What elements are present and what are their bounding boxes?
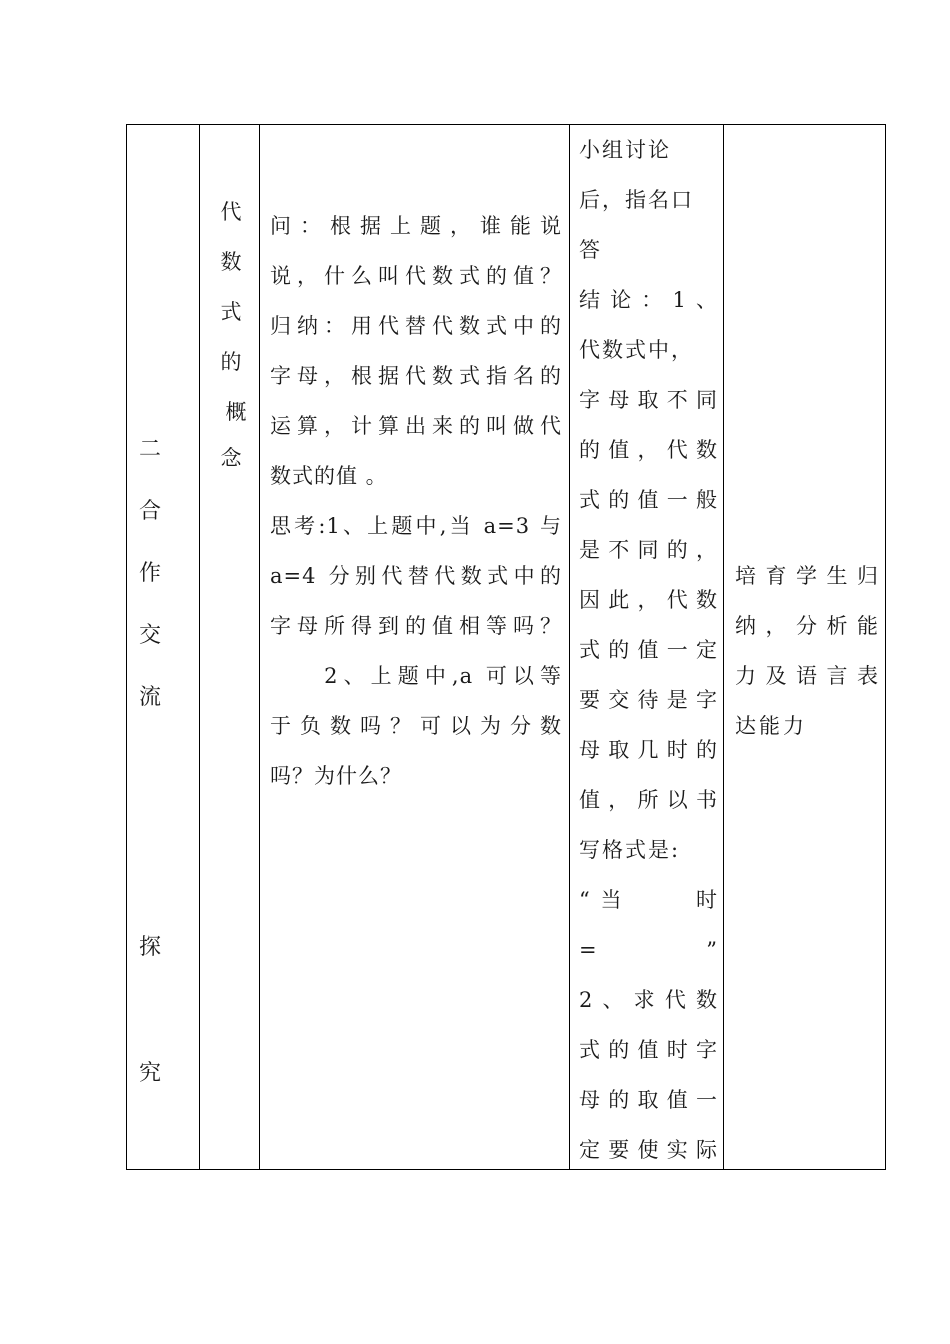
content-line: 说，什么叫代数式的值？ [270,264,562,288]
student-line: 字母取不同 [579,388,719,412]
content-line: 字母所得到的值相等吗？ [270,614,562,638]
student-line: 值，所以书 [579,788,719,812]
topic-title [220,187,247,483]
intent-text [735,551,881,751]
student-line: 代数式中， [579,338,694,362]
student-line: 2、求代数 [579,988,719,1012]
student-activity-cell [570,125,723,1169]
stage-char: 流 [139,685,162,710]
student-line: 结论：1、 [579,288,719,312]
topic-cell [200,125,259,1169]
content-line: 吗？为什么？ [270,764,402,788]
student-line: = ” [579,938,719,962]
topic-char: 数 [220,250,242,274]
intent-line: 力及语言表 [735,664,881,688]
student-line: 写格式是: [579,838,681,862]
content-line: 运算，计算出来的叫做代 [270,414,562,438]
intent-line: 达能力 [735,714,807,738]
student-line: 式的值一般 [579,488,719,512]
content-line: 2、上题中,a 可以等 [270,664,562,688]
student-line: 要交待是字 [579,688,719,712]
topic-char: 念 [220,446,242,470]
topic-char: 概 [225,400,247,424]
stage-char: 交 [139,623,162,648]
content-line: 字母，根据代数式指名的 [270,364,562,388]
student-line: 式的值一定 [579,638,719,662]
student-line: 的值，代数 [579,438,719,462]
student-line: 定要使实际 [579,1138,719,1162]
content-line: 归纳：用代替代数式中的 [270,314,562,338]
design-intent-cell [724,125,886,1169]
content-line: 思考:1、上题中,当 a=3 与 [270,514,562,538]
stage-char: 二 [139,437,162,462]
student-line: “当 时 [579,888,719,912]
stage-cell [127,125,199,1169]
student-line: 小组讨论 [579,138,671,162]
student-text [579,125,719,1169]
student-line: 答 [579,238,602,262]
lesson-table [126,124,886,1170]
topic-char: 代 [220,200,242,224]
student-line: 因此，代数 [579,588,719,612]
content-cell [260,125,569,1169]
content-line: 问：根据上题，谁能说 [270,214,562,238]
stage-char: 究 [139,1061,162,1086]
content-line: a=4 分别代替代数式中的 [270,564,562,588]
student-line: 是不同的， [579,538,719,562]
content-line: 于负数吗？可以为分数 [270,714,562,738]
topic-char: 式 [220,300,242,324]
stage-char: 作 [139,561,162,586]
student-line: 后，指名口 [579,188,694,212]
stage-char: 探 [139,935,162,960]
content-text [270,201,562,801]
intent-line: 纳，分析能 [735,614,881,638]
student-line: 母的取值一 [579,1088,719,1112]
intent-line: 培育学生归 [735,564,881,588]
student-line: 式的值时字 [579,1038,719,1062]
topic-char: 的 [220,350,242,374]
student-line: 母取几时的 [579,738,719,762]
content-line: 数式的值 。 [270,464,388,488]
stage-char: 合 [139,499,162,524]
